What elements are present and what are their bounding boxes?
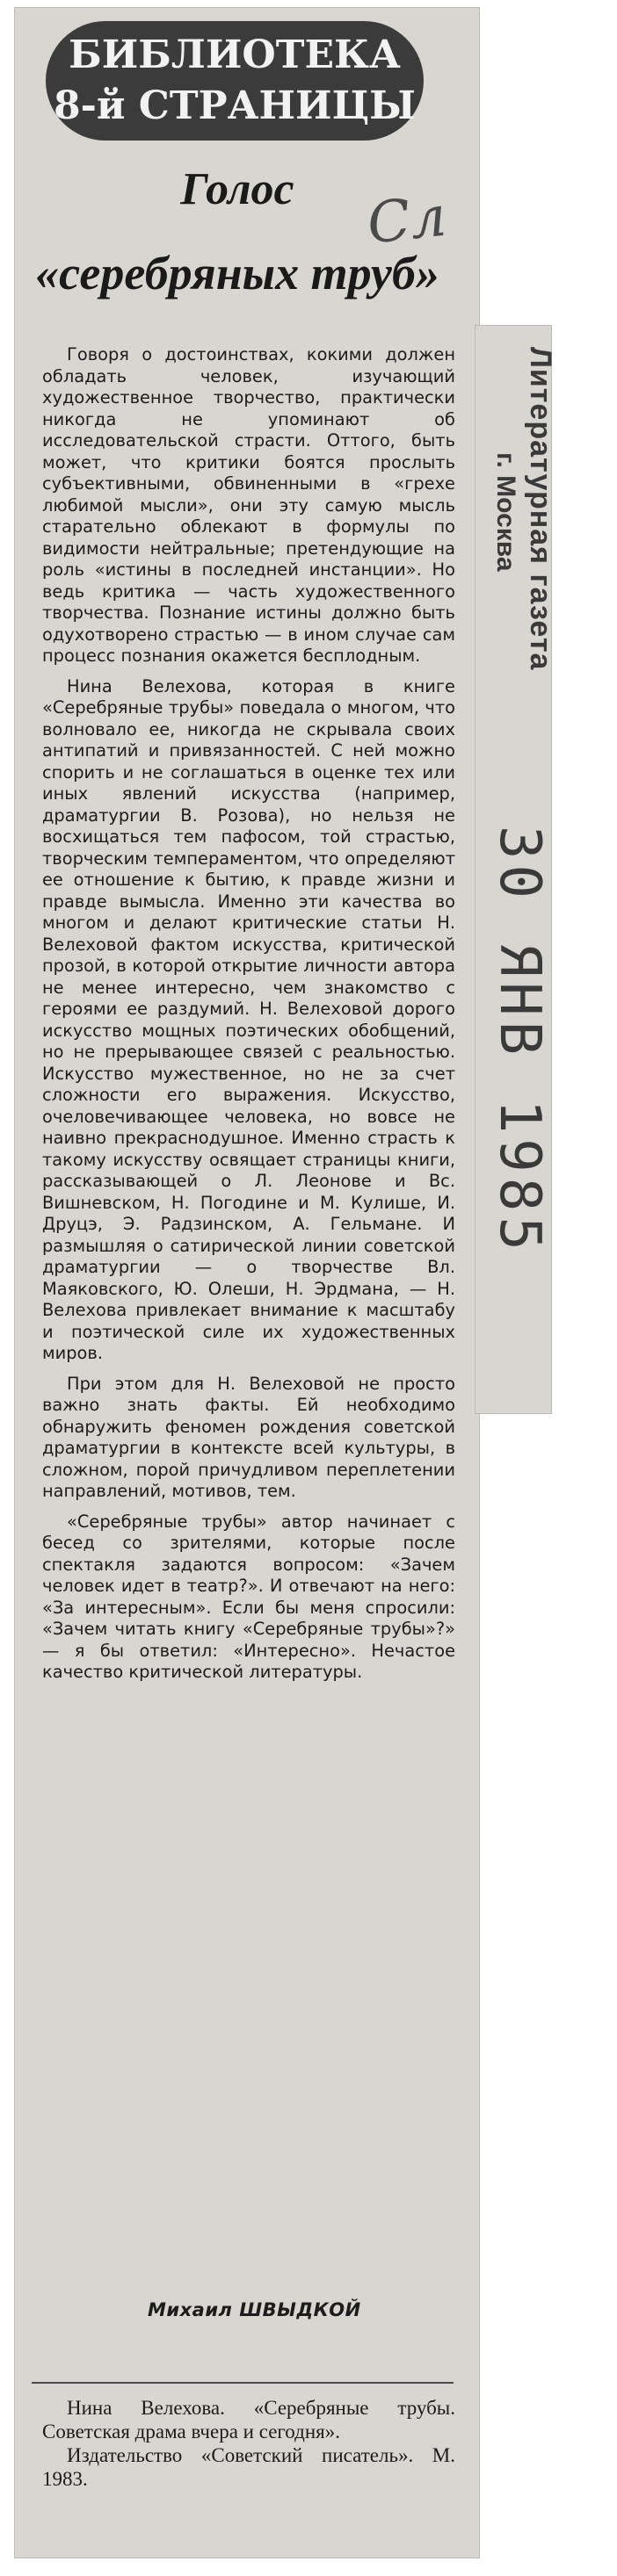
paragraph: «Серебряные трубы» автор начинает с бесед со зрителями, которые после спектакля задаются вопросом: «Зачем человек идет в театр?». И отвечают на него: «За интересным». Если бы меня спросили: «Зачем читать книгу «Серебряные трубы»?» — я бы ответил: «Интересно». Нечастое качество критической литературы. <box>42 1511 455 1682</box>
banner-line-1: БИБЛИОТЕКА <box>69 32 401 77</box>
banner-line-2: 8-й СТРАНИЦЫ <box>53 83 417 128</box>
paragraph: При этом для Н. Велеховой не просто важно знать факты. Ей необходимо обнаружить феномен рождения советской драматургии в контексте всей культуры, в сложном, порой причудливом переплетении направлений, мотивов, тем. <box>42 1373 455 1501</box>
handwritten-mark: Сл <box>364 184 450 257</box>
bibliographic-footnote <box>42 2396 455 2491</box>
article-title-line-2: «серебряных труб» <box>35 247 439 299</box>
paragraph: Нина Велехова, которая в книге «Серебряные трубы» поведала о многом, что волновало ее, никогда не скрывала своих антипатий и привязанностей. С ней можно спорить и не соглашаться в оценке тех или иных явлений искусства (например, драматургии В. Розова), но нельзя не восхищаться тем пафосом, той страстью, творческим темпераментом, что определяют ее отношение к бытию, к правде жизни и правде вымысла. Именно эти качества во многом и делают критические статьи Н. Велеховой фактом искусства, критической прозой, в которой открытие личности автора не менее интересно, чем знакомство с героями ее раздумий. Н. Велеховой дорого искусство мощных поэтических обобщений, но не прерывающее связей с реальностью. Искусство мужественное, но не за счет сложности его выражения. Искусство, очеловечивающее человека, но вовсе не наивно прекраснодушное. Именно страсть к такому искусству освящает страницы книги, рассказывающей о Л. Леонове и Вс. Вишневском, Н. Погодине и М. Кулише, И. Друцэ, Э. Радзинском, А. Гельмане. И размышляя о сатирической линии советской драматургии — о творчестве Вл. Маяковского, Ю. Олеши, Н. Эрдмана, — Н. Велехова привлекает внимание к масштабу и поэтической силе их художественных миров. <box>42 675 455 1363</box>
article-title-line-1: Голос <box>180 164 294 214</box>
section-banner <box>46 21 424 141</box>
article-body <box>42 344 455 1692</box>
article-author: Михаил ШВЫДКОЙ <box>148 2299 361 2320</box>
footnote-line-1: Нина Велехова. «Серебряные трубы. Советская драма вчера и сегодня». <box>42 2397 455 2443</box>
footnote-line-2: Издательство «Советский писатель». М. 1983. <box>42 2444 455 2490</box>
footnote-divider <box>32 2382 454 2384</box>
stamp-city: г. Москва <box>491 452 520 572</box>
date-stamp: 30 ЯНВ 1985 <box>487 826 552 1256</box>
paragraph: Говоря о достоинствах, кокими должен обладать человек, изучающий художественное творчество, практически никогда не упоминают об исследовательской страсти. Оттого, быть может, что критики боятся прослыть субъективными, обвиненными в «грехе любимой мысли», они эту самую мысль старательно облекают в формулы по видимости нейтральные; претендующие на роль «истины в последней инстанции». Но ведь критика — часть художественного творчества. Познание истины должно быть одухотворено страстью — в ином случае сам процесс познания окажется бесплодным. <box>42 344 455 666</box>
stamp-publication: Литературная газета <box>524 347 557 671</box>
